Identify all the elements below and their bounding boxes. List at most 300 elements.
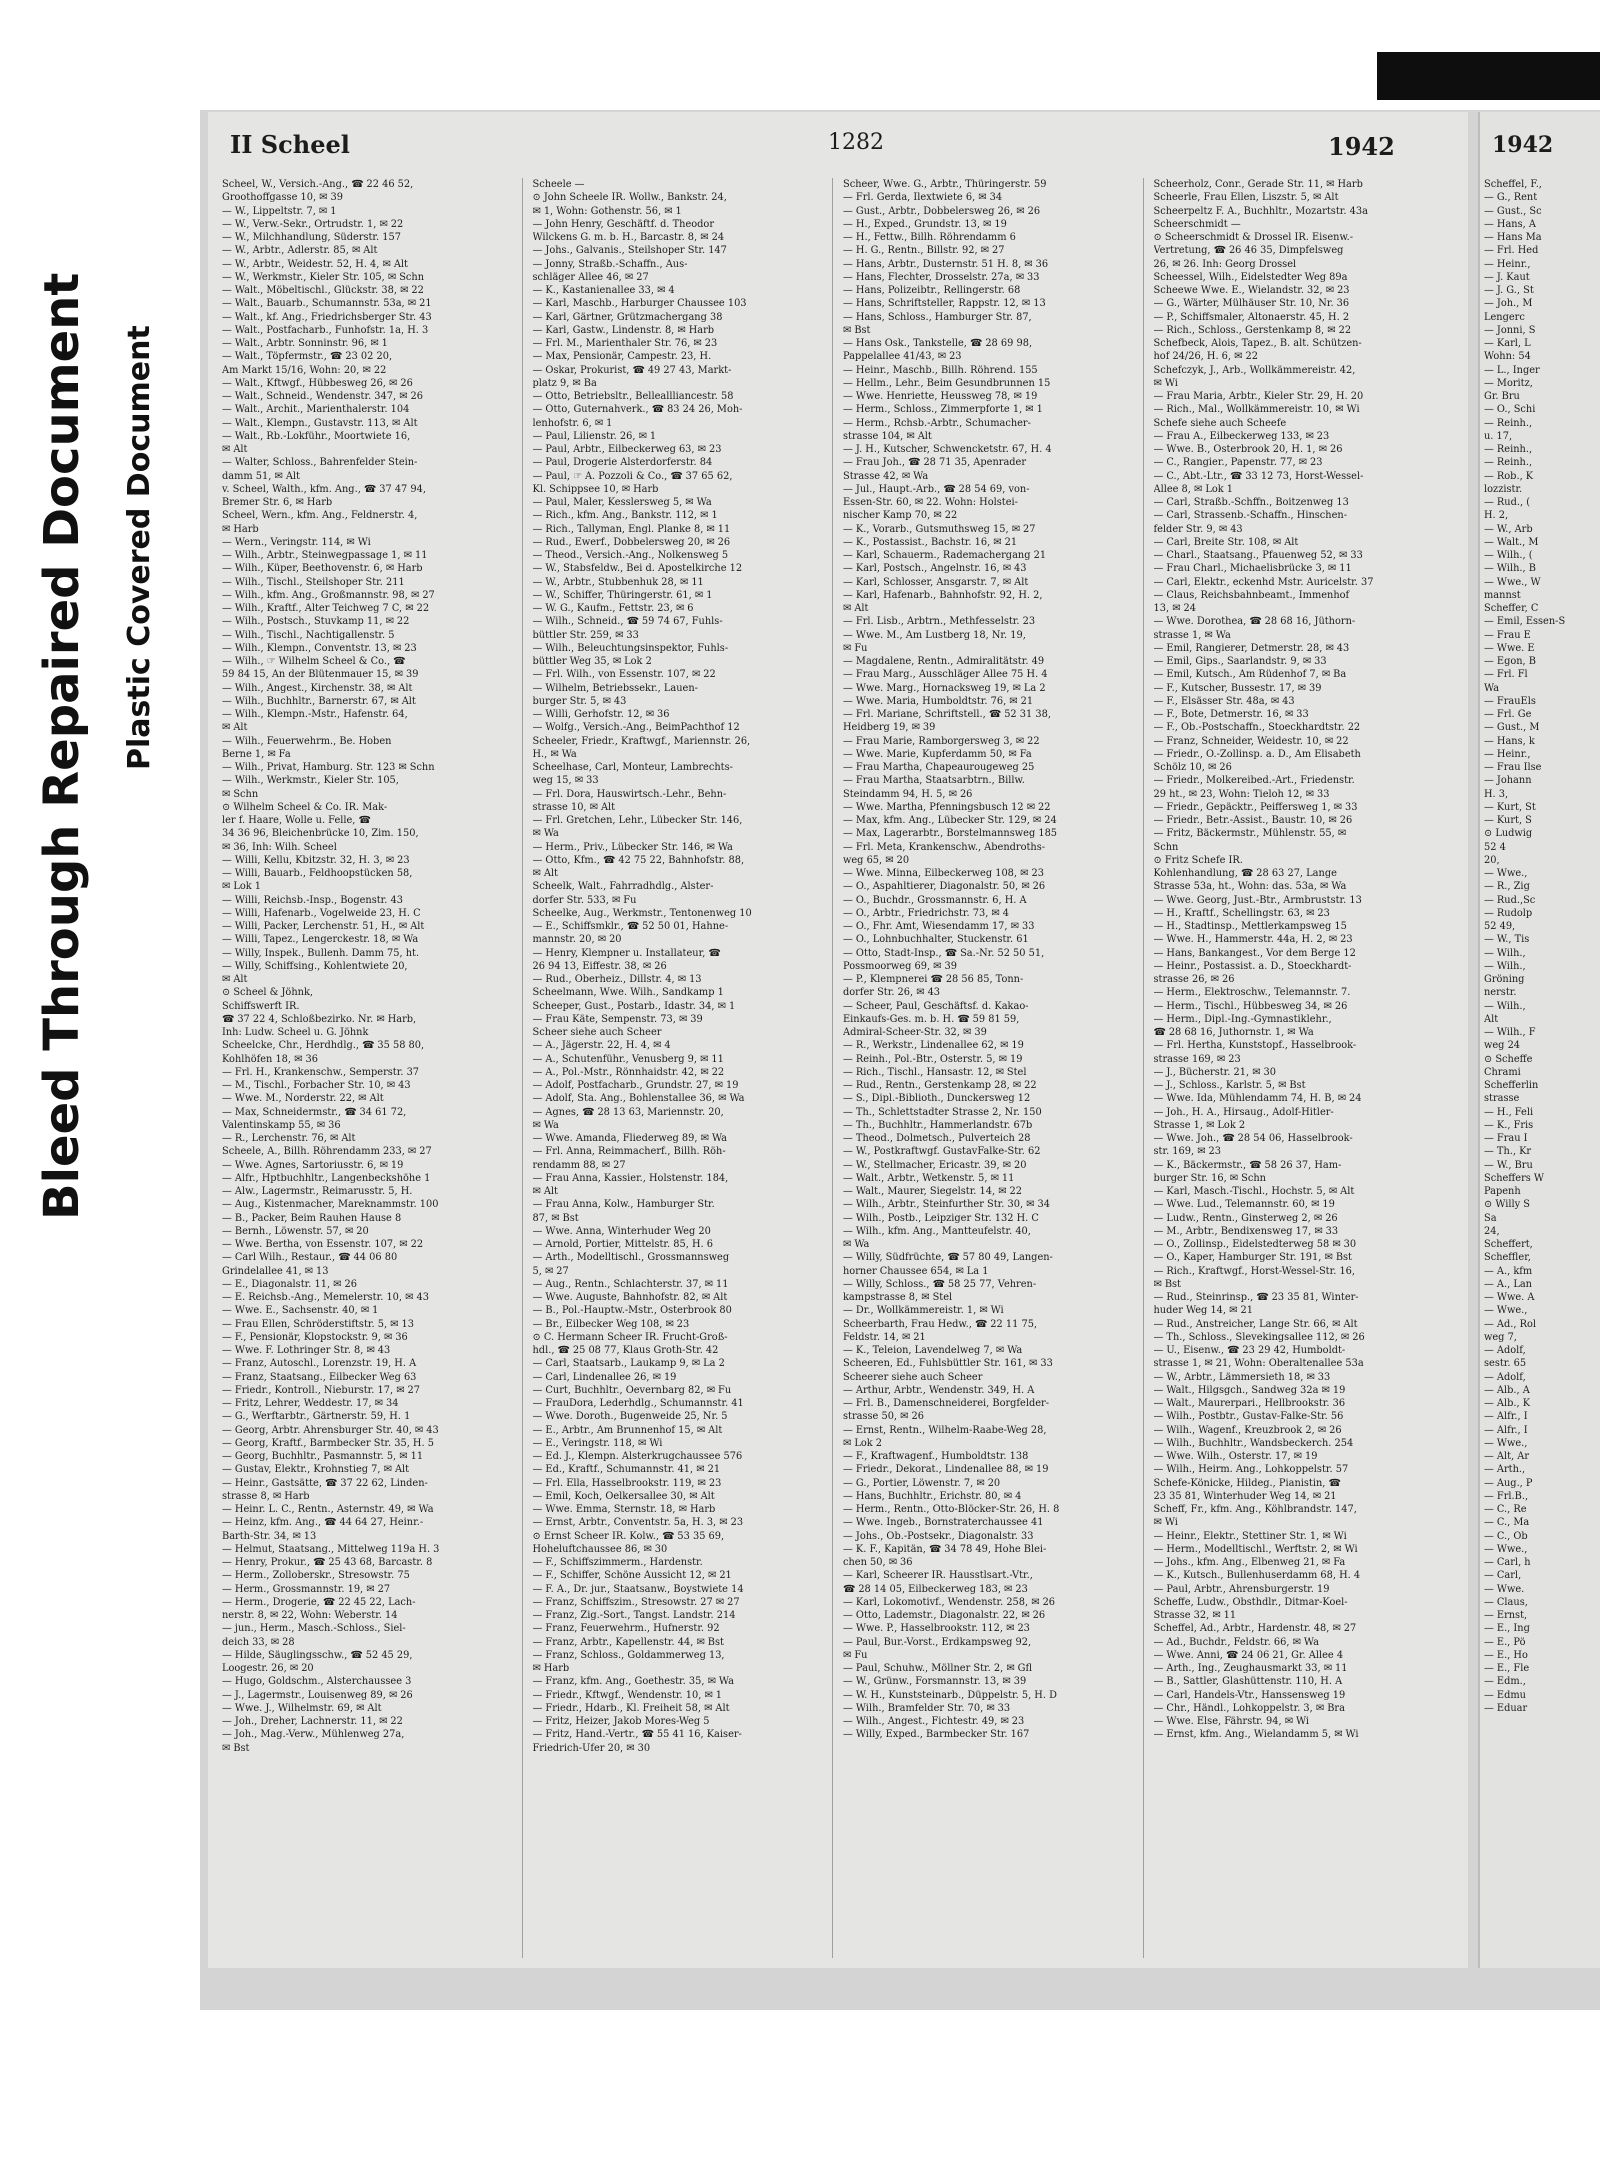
directory-entry: Scheewe Wwe. E., Wielandstr. 32, ✉ 23	[1153, 285, 1350, 296]
directory-entry: Steindamm 94, H. 5, ✉ 26	[843, 788, 973, 800]
directory-entry: — Willy, Exped., Barmbecker Str. 167	[843, 1729, 1030, 1741]
side-labels	[0, 0, 200, 2177]
directory-entry: — A., Pol.-Mstr., Rönnhaidstr. 42, ✉ 22	[532, 1066, 725, 1078]
directory-entry: Scheelhase, Carl, Monteur, Lambrechts-	[532, 762, 733, 773]
directory-entry: — Franz, Zig.-Sort., Tangst. Landstr. 214	[532, 1610, 736, 1621]
directory-entry: Groothoffgasse 10, ✉ 39	[222, 192, 343, 204]
directory-entry: — W., Stabsfeldw., Bei d. Apostelkirche 12	[532, 563, 743, 575]
directory-entry: — Herm., Schloss., Zimmerpforte 1, ✉ 1	[843, 404, 1043, 416]
directory-entry: — Walt., Hilgsgch., Sandweg 32a ✉ 19	[1153, 1384, 1346, 1396]
directory-entry: — Wilh., ☞ Wilhelm Scheel & Co., ☎	[222, 656, 406, 667]
directory-entry: mannstr. 20, ✉ 20	[532, 934, 622, 946]
facing-page-entry: — Edmu	[1484, 1689, 1526, 1701]
directory-entry: — Rich., Schloss., Gerstenkamp 8, ✉ 22	[1153, 324, 1352, 336]
facing-page-entry: — C., Ma	[1484, 1517, 1530, 1529]
directory-entry: — Willy, Südfrüchte, ☎ 57 80 49, Langen-	[843, 1252, 1053, 1264]
facing-page-entry: — Joh., M	[1484, 298, 1533, 310]
directory-entry: — Wilh., Küper, Beethovenstr. 6, ✉ Harb	[222, 563, 423, 575]
facing-page-entry: — Walt., M	[1484, 536, 1539, 548]
directory-entry: — Karl, Lokomotivf., Wendenstr. 258, ✉ 26	[843, 1596, 1056, 1608]
directory-entry: Loogestr. 26, ✉ 20	[222, 1663, 314, 1674]
directory-entry: — A., Schutenführ., Venusberg 9, ✉ 11	[532, 1053, 724, 1065]
directory-entry: platz 9, ✉ Ba	[532, 377, 597, 389]
facing-page-entry: — Adolf,	[1484, 1345, 1526, 1356]
directory-entry: — Walt., Postfacharb., Funhofstr. 1a, H. 3	[222, 324, 429, 336]
directory-entry: — Friedr., Hdarb., Kl. Freiheit 58, ✉ Alt	[532, 1702, 730, 1714]
directory-entry: strasse 50, ✉ 26	[843, 1411, 924, 1423]
directory-entry: ☎ 37 22 4, Schloßbezirko. Nr. ✉ Harb,	[222, 1013, 417, 1025]
facing-page-entry: — W., Bru	[1484, 1159, 1533, 1171]
facing-page-entry: Scheffers W	[1484, 1172, 1544, 1184]
directory-entry: — F., Elsässer Str. 48a, ✉ 43	[1153, 695, 1295, 707]
directory-entry: — E., Schiffsmklr., ☎ 52 50 01, Hahne-	[532, 921, 729, 932]
directory-entry: 34 36 96, Bleichenbrücke 10, Zim. 150,	[222, 828, 419, 840]
directory-entry: — Frau Anna, Kassier., Holstenstr. 184,	[532, 1172, 729, 1184]
facing-page-entry: — Wwe.,	[1484, 868, 1528, 879]
facing-page-entry: Gröning	[1484, 974, 1525, 985]
directory-entry: — Wwe. H., Hammerstr. 44a, H. 2, ✉ 23	[1153, 934, 1353, 946]
directory-entry: — Wilh., Tischl., Nachtigallenstr. 5	[222, 629, 395, 641]
directory-entry: — Wilhelm, Betriebssekr., Lauen-	[532, 682, 698, 694]
directory-entry: Heidberg 19, ✉ 39	[843, 722, 936, 734]
facing-page-entry: — Emil, Essen-S	[1484, 616, 1566, 628]
directory-entry: — Willy, Inspek., Bullenh. Damm 75, ht.	[222, 947, 420, 959]
directory-entry: — Willy, Schiffsing., Kohlentwiete 20,	[222, 960, 408, 972]
directory-entry: 13, ✉ 24	[1153, 603, 1196, 614]
directory-entry: — Wwe. Ida, Mühlendamm 74, H. B, ✉ 24	[1153, 1093, 1362, 1105]
facing-page-entry: mannst	[1484, 589, 1521, 601]
directory-entry: — Paul, Arbtr., Eilbeckerweg 63, ✉ 23	[532, 444, 722, 455]
directory-entry: Schiffswerft IR.	[222, 1000, 300, 1012]
directory-entry: — Carl, Staatsarb., Laukamp 9, ✉ La 2	[532, 1358, 725, 1370]
directory-entry: — Emil, Gips., Saarlandstr. 9, ✉ 33	[1153, 656, 1327, 667]
directory-entry: — W., Arbtr., Lämmersieth 18, ✉ 33	[1153, 1371, 1331, 1383]
facing-page-entry: — Hans, k	[1484, 735, 1535, 747]
directory-entry: — Georg, Kraftf., Barmbecker Str. 35, H. 5	[222, 1437, 434, 1449]
directory-entry: — Frau Joh., ☎ 28 71 35, Apenrader	[843, 457, 1027, 469]
directory-entry: — Franz, Schloss., Goldammerweg 13,	[532, 1649, 725, 1661]
directory-entry: — Wwe. Agnes, Sartoriusstr. 6, ✉ 19	[222, 1159, 404, 1171]
directory-entry: Scheelke, Aug., Werkmstr., Tentonenweg 10	[532, 907, 752, 919]
directory-entry: — Th., Schloss., Slevekingsallee 112, ✉ 26	[1153, 1331, 1365, 1343]
directory-entry: — Otto, Stadt-Insp., ☎ Sa.-Nr. 52 50 51,	[843, 947, 1045, 959]
directory-entry: — Paul, Drogerie Alsterdorferstr. 84	[532, 457, 713, 469]
directory-entry: büttler Str. 259, ✉ 33	[532, 629, 639, 641]
directory-entry: — P., Schiffsmaler, Altonaerstr. 45, H. 2	[1153, 311, 1350, 323]
directory-entry: — Wilh., Klempn., Conventstr. 13, ✉ 23	[222, 642, 417, 654]
directory-entry: — Wilh., Bramfelder Str. 70, ✉ 33	[843, 1702, 1011, 1714]
directory-entry: — Wwe. Dorothea, ☎ 28 68 16, Jüthorn-	[1153, 616, 1356, 628]
facing-page-entry: — W., Arb	[1484, 523, 1533, 535]
directory-entry: Scheelmann, Wwe. Wilh., Sandkamp 1	[532, 987, 724, 999]
facing-page-entry: — Alb., A	[1484, 1384, 1530, 1396]
header-left: II Scheel	[230, 130, 350, 159]
directory-entry: — Friedr., Molkereibed.-Art., Friedenstr.	[1153, 775, 1355, 787]
directory-entry: felder Str. 9, ✉ 43	[1153, 523, 1243, 535]
directory-entry: Scheerbarth, Frau Hedw., ☎ 22 11 75,	[843, 1318, 1038, 1330]
directory-entry: Scheele, A., Billh. Röhrendamm 233, ✉ 27	[222, 1146, 432, 1158]
directory-entry: — Walt., Rb.-Lokführ., Moortwiete 16,	[222, 430, 411, 442]
directory-entry: ✉ Alt	[843, 603, 869, 614]
facing-page-entry: — Arth.,	[1484, 1464, 1526, 1476]
directory-entry: — Karl, Scheerer IR. Hausstlsart.-Vtr.,	[843, 1570, 1033, 1582]
facing-page-entry: — Wwe., W	[1484, 576, 1541, 588]
directory-entry: ✉ 36, Inh: Wilh. Scheel	[222, 841, 337, 853]
directory-entry: — Franz, kfm. Ang., Goethestr. 35, ✉ Wa	[532, 1676, 734, 1688]
directory-entry: ✉ Wi	[1153, 1517, 1178, 1529]
directory-entry: — O., Fhr. Amt, Wiesendamm 17, ✉ 33	[843, 921, 1035, 932]
directory-entry: — K., Kastanienallee 33, ✉ 4	[532, 285, 675, 296]
directory-entry: — Walt., Arbtr. Sonninstr. 96, ✉ 1	[222, 338, 388, 349]
directory-entry: — Walt., Maurer, Siegelstr. 14, ✉ 22	[843, 1186, 1023, 1197]
directory-entry: ✉ Schn	[222, 788, 259, 800]
directory-entry: — Hans, Flechter, Drosselstr. 27a, ✉ 33	[843, 271, 1040, 283]
directory-entry: — W., Arbtr., Stubbenhuk 28, ✉ 11	[532, 576, 704, 588]
facing-page-entry: weg 24	[1484, 1040, 1521, 1052]
directory-entry: — Wwe. J., Wilhelmstr. 69, ✉ Alt	[222, 1702, 382, 1714]
directory-entry: kampstrasse 8, ✉ Stel	[843, 1292, 953, 1303]
directory-entry: — Herm., Modelltischl., Werftstr. 2, ✉ Wi	[1153, 1543, 1358, 1555]
facing-page-entry: — C., Ob	[1484, 1530, 1528, 1542]
directory-entry: Scheerpeltz F. A., Buchhltr., Mozartstr. 43a	[1153, 205, 1368, 217]
directory-entry: — Carl, Lindenallee 26, ✉ 19	[532, 1371, 677, 1383]
directory-entry: Berne 1, ✉ Fa	[222, 748, 291, 760]
directory-entry: — J. H., Kutscher, Schwencketstr. 67, H. 4	[843, 444, 1052, 455]
directory-entry: — Frau Martha, Staatsarbtrn., Billw.	[843, 775, 1025, 787]
directory-entry: — Wilh., Postsch., Stuvkamp 11, ✉ 22	[222, 616, 410, 628]
directory-entry: — Karl, Hafenarb., Bahnhofstr. 92, H. 2,	[843, 589, 1043, 601]
directory-entry: ✉ Wa	[843, 1239, 870, 1250]
directory-entry: — Wern., Veringstr. 114, ✉ Wi	[222, 536, 371, 548]
directory-columns	[222, 178, 1454, 1958]
directory-entry: — Karl, Gärtner, Grützmachergang 38	[532, 311, 723, 323]
directory-entry: — Herm., Rchsb.-Arbtr., Schumacher-	[843, 417, 1031, 429]
directory-entry: Friedrich-Ufer 20, ✉ 30	[532, 1742, 651, 1754]
directory-entry: ✉ Lok 1	[222, 881, 262, 893]
directory-entry: Scheelk, Walt., Fahrradhdlg., Alster-	[532, 881, 714, 893]
facing-page-entry: — FrauEls	[1484, 695, 1536, 707]
facing-page-entry: — Jonni, S	[1484, 324, 1536, 336]
facing-page-entry: — Wwe.,	[1484, 1543, 1528, 1555]
directory-entry: — Wwe. Anna, Winterhuder Weg 20	[532, 1225, 711, 1237]
directory-entry: — Wwe. Henriette, Heussweg 78, ✉ 19	[843, 391, 1038, 402]
directory-entry: — Adolf, Postfacharb., Grundstr. 27, ✉ 19	[532, 1080, 739, 1091]
directory-entry: — Heinz, kfm. Ang., ☎ 44 64 27, Heinr.-	[222, 1517, 424, 1529]
directory-entry: — Wilh., Buchhltr., Barnerstr. 67, ✉ Alt	[222, 695, 416, 707]
directory-entry: lenhofstr. 6, ✉ 1	[532, 417, 613, 429]
directory-entry: Scheele —	[532, 179, 585, 190]
facing-page-entry: — Ernst,	[1484, 1610, 1528, 1621]
directory-entry: 5, ✉ 27	[532, 1265, 569, 1277]
directory-entry: Scheerer siehe auch Scheer	[843, 1371, 983, 1383]
facing-page-entry: — E., Ing	[1484, 1623, 1530, 1635]
directory-entry: dorfer Str. 26, ✉ 43	[843, 987, 941, 999]
facing-page-entry: — Kurt, St	[1484, 801, 1536, 813]
directory-entry: — Willy, Schloss., ☎ 58 25 77, Vehren-	[843, 1278, 1037, 1290]
directory-entry: — Frau Maria, Arbtr., Kieler Str. 29, H. 20	[1153, 391, 1364, 402]
directory-entry: — Franz, Schiffszim., Stresowstr. 27 ✉ 27	[532, 1596, 740, 1608]
directory-entry: — O., Zollinsp., Eidelstedterweg 58 ✉ 30	[1153, 1239, 1357, 1250]
directory-entry: — Wwe. Martha, Pfenningsbusch 12 ✉ 22	[843, 801, 1051, 813]
directory-entry: — Frau Käte, Sempenstr. 73, ✉ 39	[532, 1013, 703, 1025]
directory-entry: — G., Wärter, Mülhäuser Str. 10, Nr. 36	[1153, 298, 1350, 310]
directory-entry: — W., Lippeltstr. 7, ✉ 1	[222, 205, 337, 217]
directory-entry: — Wilh., Werkmstr., Kieler Str. 105,	[222, 775, 399, 787]
directory-entry: — Rud., Ewerf., Dobbelersweg 20, ✉ 26	[532, 536, 731, 548]
directory-entry: — Frau Marg., Ausschläger Allee 75 H. 4	[843, 669, 1048, 681]
directory-entry: burger Str. 16, ✉ Schn	[1153, 1172, 1266, 1184]
directory-entry: — Walt., Schneid., Wendenstr. 347, ✉ 26	[222, 391, 424, 402]
directory-entry: — Heinr., Elektr., Stettiner Str. 1, ✉ Wi	[1153, 1530, 1347, 1542]
directory-entry: — Wilh., Heirm. Ang., Lohkoppelstr. 57	[1153, 1464, 1349, 1476]
directory-entry: — Gust., Arbtr., Dobbelersweg 26, ✉ 26	[843, 205, 1041, 217]
directory-entry: — Ernst, Arbtr., Conventstr. 5a, H. 3, ✉ 23	[532, 1517, 744, 1529]
column-3	[843, 178, 1144, 1958]
facing-page-entry: — Reinh.,	[1484, 417, 1533, 429]
directory-entry: ✉ Alt	[532, 1186, 558, 1197]
directory-entry: — Rich., Tischl., Hansastr. 12, ✉ Stel	[843, 1066, 1027, 1078]
facing-page-entry: — Reinh.,	[1484, 444, 1533, 455]
directory-entry: — Max, Schneidermstr., ☎ 34 61 72,	[222, 1106, 407, 1118]
directory-entry: strasse 1, ✉ Wa	[1153, 629, 1231, 641]
directory-entry: 23 35 81, Winterhuder Weg 14, ✉ 21	[1153, 1490, 1337, 1502]
directory-entry: — E. Reichsb.-Ang., Memelerstr. 10, ✉ 43	[222, 1292, 429, 1303]
directory-entry: — Frl. M., Marienthaler Str. 76, ✉ 23	[532, 338, 718, 349]
directory-entry: ler f. Haare, Wolle u. Felle, ☎	[222, 815, 371, 826]
directory-entry: nerstr. 8, ✉ 22, Wohn: Weberstr. 14	[222, 1610, 398, 1621]
directory-entry: — Franz, Schneider, Weidestr. 10, ✉ 22	[1153, 735, 1349, 747]
directory-entry: — Arnold, Portier, Mittelstr. 85, H. 6	[532, 1239, 713, 1250]
directory-entry: — O., Arbtr., Friedrichstr. 73, ✉ 4	[843, 907, 1009, 919]
facing-page-entry: — Eduar	[1484, 1702, 1528, 1714]
directory-entry: Kohlenhandlung, ☎ 28 63 27, Lange	[1153, 868, 1337, 879]
directory-entry: — Wilh., Privat, Hamburg. Str. 123 ✉ Schn	[222, 762, 435, 773]
directory-entry: Wilckens G. m. b. H., Barcastr. 8, ✉ 24	[532, 232, 725, 243]
directory-entry: 26, ✉ 26. Inh: Georg Drossel	[1153, 258, 1297, 270]
facing-page-entry: — Rud.,Sc	[1484, 894, 1536, 906]
directory-entry: — jun., Herm., Masch.-Schloss., Siel-	[222, 1623, 406, 1635]
facing-page-entry: — J. G., St	[1484, 285, 1534, 296]
facing-page-entry: — Wwe.,	[1484, 1437, 1528, 1449]
facing-page-entry: Sa	[1484, 1212, 1497, 1224]
directory-entry: — H., Kraftf., Schellingstr. 63, ✉ 23	[1153, 907, 1330, 919]
directory-entry: — H., Exped., Grundstr. 13, ✉ 19	[843, 218, 1007, 230]
directory-entry: — Frl. Gerda, Ilextwiete 6, ✉ 34	[843, 192, 1003, 204]
directory-entry: Strasse 42, ✉ Wa	[843, 470, 929, 482]
directory-entry: — Wilh., Buchhltr., Wandsbeckerch. 254	[1153, 1437, 1354, 1449]
directory-entry: ⊙ C. Hermann Scheer IR. Frucht-Groß-	[532, 1331, 728, 1343]
directory-entry: — E., Arbtr., Am Brunnenhof 15, ✉ Alt	[532, 1424, 723, 1436]
directory-entry: — A., Jägerstr. 22, H. 4, ✉ 4	[532, 1040, 671, 1052]
directory-entry: Scheerschmidt —	[1153, 218, 1241, 230]
directory-entry: — Fritz, Hand.-Vertr., ☎ 55 41 16, Kaiser-	[532, 1729, 742, 1741]
directory-entry: — Helmut, Staatsang., Mittelweg 119a H. 3	[222, 1543, 440, 1555]
directory-entry: — Paul, Schuhw., Möllner Str. 2, ✉ Gfl	[843, 1663, 1032, 1674]
directory-entry: — C., Rangier., Papenstr. 77, ✉ 23	[1153, 457, 1323, 469]
directory-entry: 26 94 13, Eiffestr. 38, ✉ 26	[532, 960, 667, 972]
directory-entry: — J., Schloss., Karlstr. 5, ✉ Bst	[1153, 1080, 1306, 1091]
facing-page-entry: — Carl,	[1484, 1570, 1522, 1582]
directory-entry: — Wolfg., Versich.-Ang., BeimPachthof 12	[532, 722, 740, 734]
directory-entry: — Joh., Dreher, Lachnerstr. 11, ✉ 22	[222, 1716, 403, 1727]
directory-entry: — Walt., Arbtr., Wetkenstr. 5, ✉ 11	[843, 1172, 1015, 1184]
directory-entry: — Wilh., Klempn.-Mstr., Hafenstr. 64,	[222, 709, 408, 720]
directory-entry: — Wwe. Wilh., Osterstr. 17, ✉ 19	[1153, 1451, 1318, 1462]
directory-entry: Scheerle, Frau Ellen, Liszstr. 5, ✉ Alt	[1153, 192, 1339, 204]
directory-entry: hof 24/26, H. 6, ✉ 22	[1153, 351, 1258, 363]
directory-entry: — W., Milchhandlung, Süderstr. 157	[222, 232, 401, 243]
directory-entry: Feldstr. 14, ✉ 21	[843, 1331, 926, 1343]
directory-entry: — Ed., Kraftf., Schumannstr. 41, ✉ 21	[532, 1464, 721, 1476]
directory-entry: ☎ 28 68 16, Juthornstr. 1, ✉ Wa	[1153, 1027, 1314, 1038]
facing-page-entry: — L., Inger	[1484, 364, 1540, 376]
directory-entry: — Herm., Rentn., Otto-Blöcker-Str. 26, H. 8	[843, 1504, 1060, 1515]
directory-entry: Schefczyk, J., Arb., Wollkämmereistr. 42,	[1153, 364, 1356, 376]
directory-entry: — Jonny, Straßb.-Schaffn., Aus-	[532, 258, 688, 270]
directory-entry: — Heinr., Maschb., Billh. Röhrend. 155	[843, 364, 1038, 376]
directory-entry: — Rud., Anstreicher, Lange Str. 66, ✉ Alt	[1153, 1318, 1358, 1330]
directory-entry: — B., Sattler, Glashüttenstr. 110, H. A	[1153, 1676, 1343, 1688]
directory-entry: — Carl, Strassenb.-Schaffn., Hinschen-	[1153, 510, 1348, 522]
directory-entry: — Frl. Lisb., Arbtrn., Methfesselstr. 23	[843, 616, 1036, 628]
directory-entry: Einkaufs-Ges. m. b. H. ☎ 59 81 59,	[843, 1013, 1020, 1025]
directory-entry: Inh: Ludw. Scheel u. G. Jöhnk	[222, 1027, 369, 1038]
directory-entry: — O., Buchdr., Grossmannstr. 6, H. A	[843, 894, 1027, 906]
directory-entry: — K. F., Kapitän, ☎ 34 78 49, Hohe Blei-	[843, 1543, 1047, 1555]
directory-entry: — H. G., Rentn., Billstr. 92, ✉ 27	[843, 245, 1005, 257]
directory-entry: — G., Werftarbtr., Gärtnerstr. 59, H. 1	[222, 1411, 411, 1423]
directory-entry: — J., Lagermstr., Louisenweg 89, ✉ 26	[222, 1689, 413, 1701]
facing-page-entry: Schefferlin	[1484, 1080, 1539, 1091]
facing-page-entry: — Adolf,	[1484, 1371, 1526, 1383]
facing-page-entry: — Wwe. E	[1484, 642, 1535, 654]
directory-entry: — Otto, Betriebsltr., Belleallliancestr. 58	[532, 391, 734, 402]
directory-entry: — Wwe. P., Hasselbrookstr. 112, ✉ 23	[843, 1623, 1030, 1635]
directory-entry: — Otto, Kfm., ☎ 42 75 22, Bahnhofstr. 88,	[532, 854, 745, 866]
facing-page-entry: Scheffler,	[1484, 1252, 1531, 1264]
directory-entry: — Willi, Reichsb.-Insp., Bogenstr. 43	[222, 894, 403, 906]
directory-entry: — Joh., Mag.-Verw., Mühlenweg 27a,	[222, 1729, 405, 1741]
directory-entry: — Frl. Meta, Krankenschw., Abendroths-	[843, 841, 1046, 853]
directory-entry: — Heinr., Gastsätte, ☎ 37 22 62, Linden-	[222, 1477, 428, 1489]
directory-entry: — Wilh., Kraftf., Alter Teichweg 7 C, ✉ 22	[222, 603, 430, 614]
facing-page-entry: — Moritz,	[1484, 377, 1533, 389]
directory-entry: ⊙ Scheel & Jöhnk,	[222, 987, 314, 999]
directory-entry: — Frl. Wilh., von Essenstr. 107, ✉ 22	[532, 669, 716, 681]
directory-entry: Scheeper, Gust., Postarb., Idastr. 34, ✉ 1	[532, 1000, 736, 1012]
directory-page	[208, 112, 1468, 1968]
directory-entry: — Emil, Kutsch., Am Rüdenhof 7, ✉ Ba	[1153, 669, 1347, 681]
directory-entry: — F., Pensionär, Klopstockstr. 9, ✉ 36	[222, 1331, 408, 1343]
directory-entry: strasse 10, ✉ Alt	[532, 801, 616, 813]
directory-entry: — Joh., H. A., Hirsaug., Adolf-Hitler-	[1153, 1106, 1334, 1118]
directory-entry: H., ✉ Wa	[532, 748, 577, 760]
facing-page-entry: — Alfr., I	[1484, 1411, 1528, 1423]
directory-entry: — H., Stadtinsp., Mettlerkampsweg 15	[1153, 921, 1347, 932]
directory-entry: Kl. Schippsee 10, ✉ Harb	[532, 483, 659, 495]
facing-page-entry: u. 17,	[1484, 430, 1513, 442]
directory-entry: Hoheluftchaussee 86, ✉ 30	[532, 1543, 668, 1555]
facing-page-entry: 52 4	[1484, 841, 1506, 853]
facing-page-entry: — W., Tis	[1484, 934, 1530, 946]
directory-entry: — Frl. Hertha, Kunststopf., Hasselbrook-	[1153, 1040, 1357, 1052]
directory-entry: — Carl, Elektr., eckenhd Mstr. Auricelstr. 37	[1153, 576, 1374, 588]
directory-entry: ✉ Fu	[843, 1649, 868, 1661]
facing-page-entry: — Gust., Sc	[1484, 205, 1542, 217]
directory-entry: — Wilh., Arbtr., Steinfurther Str. 30, ✉ 34	[843, 1199, 1050, 1211]
directory-entry: — Franz, Arbtr., Kapellenstr. 44, ✉ Bst	[532, 1636, 724, 1648]
directory-entry: — Frl. Mariane, Schriftstell., ☎ 52 31 38,	[843, 709, 1051, 720]
facing-page-header: 1942	[1492, 132, 1554, 158]
facing-page-entry: nerstr.	[1484, 987, 1517, 999]
directory-entry: — Wwe. Joh., ☎ 28 54 06, Hasselbrook-	[1153, 1133, 1353, 1144]
directory-entry: — Wilh., Wagenf., Kreuzbrook 2, ✉ 26	[1153, 1424, 1342, 1436]
directory-entry: — Walt., Möbeltischl., Glückstr. 38, ✉ 22	[222, 285, 424, 296]
directory-entry: — Max, kfm. Ang., Lübecker Str. 129, ✉ 24	[843, 815, 1057, 826]
directory-entry: — Heinr., Postassist. a. D., Stoeckhardt-	[1153, 960, 1352, 972]
facing-page-entry: — Wilh., F	[1484, 1027, 1536, 1038]
facing-page-entry: — Rudolp	[1484, 907, 1533, 919]
directory-entry: — Willi, Bauarb., Feldhoopstücken 58,	[222, 868, 413, 879]
facing-page-sliver	[1478, 112, 1600, 1968]
directory-entry: — Wilh., kfm. Ang., Großmannstr. 98, ✉ 27	[222, 589, 435, 601]
directory-entry: — Arthur, Arbtr., Wendenstr. 349, H. A	[843, 1384, 1035, 1396]
directory-entry: — Charl., Staatsang., Pfauenweg 52, ✉ 33	[1153, 550, 1363, 561]
directory-entry: — Carl Wilh., Restaur., ☎ 44 06 80	[222, 1252, 398, 1264]
directory-entry: — U., Eisenw., ☎ 23 29 42, Humboldt-	[1153, 1345, 1346, 1356]
directory-entry: Strasse 1, ✉ Lok 2	[1153, 1119, 1246, 1131]
directory-entry: — Herm., Priv., Lübecker Str. 146, ✉ Wa	[532, 841, 733, 853]
directory-entry: — Ernst, Rentn., Wilhelm-Raabe-Weg 28,	[843, 1424, 1047, 1436]
facing-page-entry: — Wilh., (	[1484, 550, 1533, 561]
directory-entry: — Hans, Arbtr., Dusternstr. 51 H. 8, ✉ 36	[843, 258, 1049, 270]
directory-entry: — Hans, Schloss., Hamburger Str. 87,	[843, 311, 1032, 323]
directory-entry: — W., Schiffer, Thüringerstr. 61, ✉ 1	[532, 589, 713, 601]
directory-entry: — Wwe. E., Sachsenstr. 40, ✉ 1	[222, 1305, 379, 1317]
directory-entry: — Franz, Autoschl., Lorenzstr. 19, H. A	[222, 1358, 417, 1370]
facing-page-entry: — Johann	[1484, 775, 1532, 787]
facing-page-entry: — E., Ho	[1484, 1649, 1528, 1661]
directory-entry: — Paul, Lilienstr. 26, ✉ 1	[532, 430, 657, 442]
directory-entry: Kohlhöfen 18, ✉ 36	[222, 1053, 318, 1065]
directory-entry: Scheeler, Friedr., Kraftwgf., Mariennstr. 26,	[532, 735, 751, 747]
directory-entry: ✉ Bst	[843, 324, 871, 336]
directory-entry: — Hugo, Goldschm., Alsterchaussee 3	[222, 1676, 412, 1688]
directory-entry: deich 33, ✉ 28	[222, 1636, 295, 1648]
directory-entry: — Wwe. Amanda, Fliederweg 89, ✉ Wa	[532, 1133, 728, 1144]
directory-entry: — Willi, Hafenarb., Vogelweide 23, H. C	[222, 907, 421, 919]
facing-page-entry: — Claus,	[1484, 1596, 1528, 1608]
directory-entry: — Frl. H., Krankenschw., Semperstr. 37	[222, 1066, 420, 1078]
directory-entry: — Wwe. Lud., Telemannstr. 60, ✉ 19	[1153, 1199, 1335, 1211]
directory-entry: — Paul, Arbtr., Ahrensburgerstr. 19	[1153, 1583, 1330, 1595]
directory-entry: ✉ Alt	[222, 722, 248, 734]
directory-entry: ✉ Alt	[532, 868, 558, 879]
directory-entry: — B., Pol.-Hauptw.-Mstr., Osterbrook 80	[532, 1305, 732, 1317]
directory-entry: Schefe-Könicke, Hildeg., Pianistin, ☎	[1153, 1477, 1341, 1489]
facing-page-entry: — Wilh.,	[1484, 960, 1526, 972]
directory-entry: Possmoorweg 69, ✉ 39	[843, 960, 957, 972]
facing-page-entry: — E., Pö	[1484, 1636, 1526, 1648]
directory-entry: ✉ Alt	[222, 444, 248, 455]
directory-entry: — Herm., Elektroschw., Telemannstr. 7.	[1153, 987, 1351, 999]
directory-entry: — Emil, Rangierer, Detmerstr. 28, ✉ 43	[1153, 642, 1350, 654]
facing-page-entry: — J. Kaut	[1484, 271, 1530, 283]
facing-page-entry: — Egon, B	[1484, 656, 1536, 667]
facing-page-entry: — Aug., P	[1484, 1477, 1533, 1489]
directory-entry: Bremer Str. 6, ✉ Harb	[222, 497, 333, 508]
directory-entry: Scheer siehe auch Scheer	[532, 1027, 662, 1038]
